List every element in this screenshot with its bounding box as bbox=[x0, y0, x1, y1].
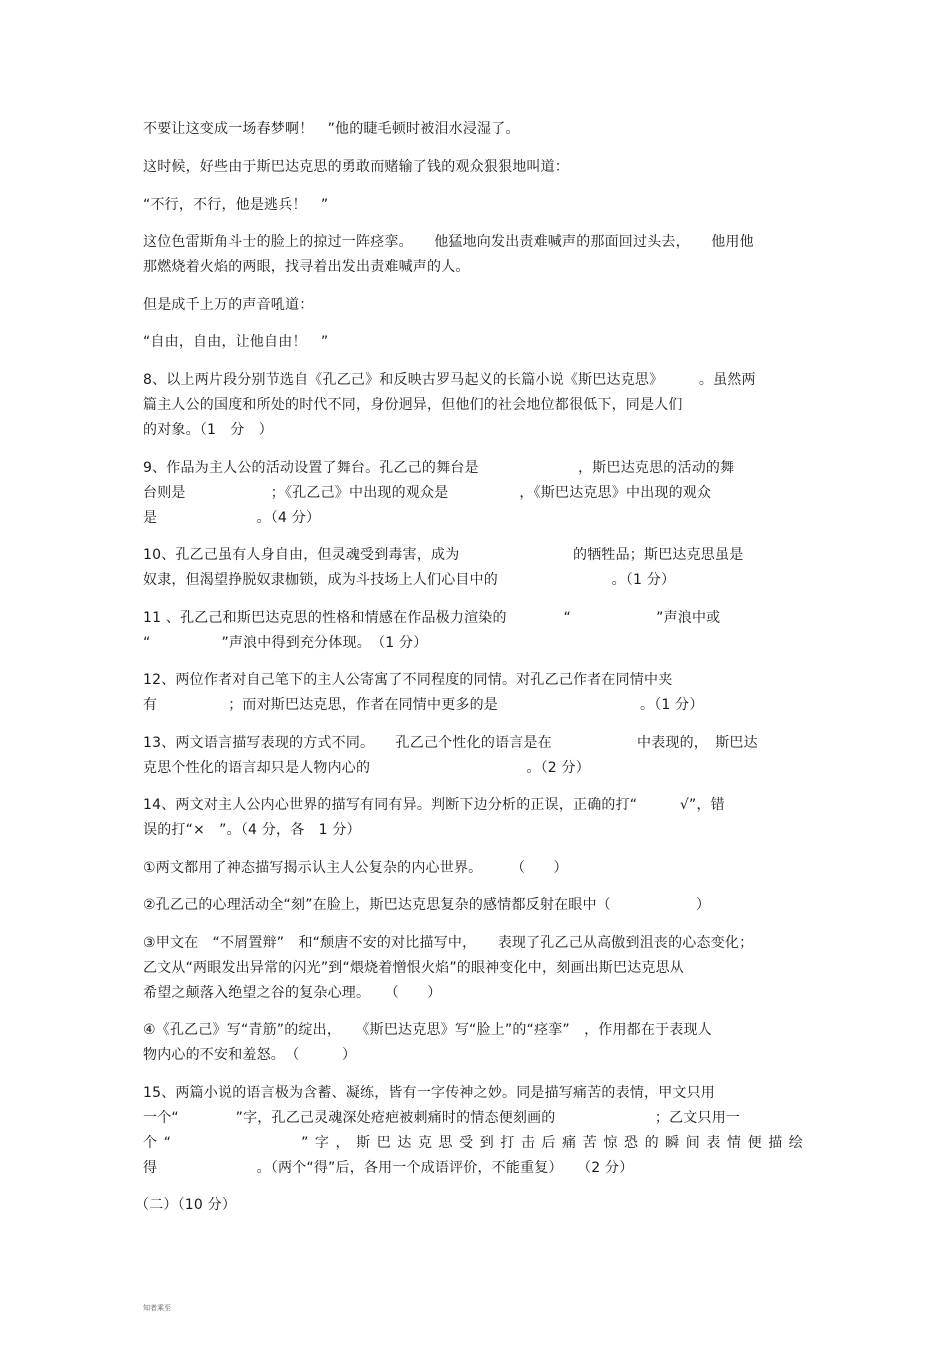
text-line: 误的打“× ”。（4 分，各 1 分） bbox=[143, 822, 361, 838]
text-line: 物内心的不安和羞怒。 （ ） bbox=[143, 1047, 357, 1063]
question-9: 9、作品为主人公的活动设置了舞台。孔乙己的舞台是 ，斯巴达克思的活动的舞 bbox=[143, 460, 735, 476]
text-line: 得 。（两个“得”后，各用一个成语评价，不能重复） （2 分） bbox=[143, 1160, 634, 1176]
text-line: 台则是 ；《孔乙己》中出现的观众是 ，《斯巴达克思》中出现的观众 bbox=[143, 485, 712, 501]
question-12: 12、两位作者对自己笔下的主人公寄寓了不同程度的同情。对孔乙己作者在同情中夹 bbox=[143, 672, 673, 688]
section-heading: （二）（10 分） bbox=[135, 1197, 237, 1213]
text-line: “自由，自由，让他自由！ ” bbox=[143, 334, 329, 350]
text-line: “不行，不行，他是逃兵！ ” bbox=[143, 197, 329, 213]
question-13: 13、两文语言描写表现的方式不同。 孔乙己个性化的语言是在 中表现的， 斯巴达 bbox=[143, 735, 758, 751]
text-line: 不要让这变成一场春梦啊！ ”他的睫毛顿时被泪水浸湿了。 bbox=[143, 121, 520, 137]
text-line: 乙文从“两眼发出异常的闪光”到“煨烧着憎恨火焰”的眼神变化中，刻画出斯巴达克思从 bbox=[143, 960, 685, 976]
question-11: 11 、孔乙己和斯巴达克思的性格和情感在作品极力渲染的 “ ”声浪中或 bbox=[143, 610, 721, 626]
statement-4: ④《孔乙己》写“青筋”的绽出， 《斯巴达克思》写“脸上”的“痉挛” ，作用都在于表现人 bbox=[143, 1022, 712, 1038]
text-line: 是 。（4 分） bbox=[143, 510, 321, 526]
text-line: 奴隶，但渴望挣脱奴隶枷锁，成为斗技场上人们心目中的 。（1 分） bbox=[143, 572, 676, 588]
text-line: 篇主人公的国度和所处的时代不同，身份迥异，但他们的社会地位都很低下，同是人们 bbox=[143, 397, 683, 413]
text-line: 希望之颠落入绝望之谷的复杂心理。 （ ） bbox=[143, 985, 442, 1001]
text-line: “ ”声浪中得到充分体现。 （1 分） bbox=[143, 635, 428, 651]
text-line: 但是成千上万的声音吼道： bbox=[143, 297, 314, 313]
text-line: 克思个性化的语言却只是人物内心的 。（2 分） bbox=[143, 760, 590, 776]
text-line: 这位色雷斯角斗士的脸上的掠过一阵痉挛。 他猛地向发出责难喊声的那面回过头去， 他用他 bbox=[143, 234, 754, 250]
question-15: 15、两篇小说的语言极为含蓄、凝练，皆有一字传神之妙。同是描写痛苦的表情，甲文只用 bbox=[143, 1085, 716, 1101]
question-8: 8、以上两片段分别节选自《孔乙己》和反映古罗马起义的长篇小说《斯巴达克思》 。虽然两 bbox=[143, 372, 756, 388]
question-10: 10、孔乙己虽有人身自由，但灵魂受到毒害，成为 的牺牲品；斯巴达克思虽是 bbox=[143, 547, 744, 563]
statement-2: ②孔乙己的心理活动全“刻”在脸上，斯巴达克思复杂的感情都反射在眼中（ ） bbox=[143, 897, 711, 913]
text-line: 的对象。（1 分 ） bbox=[143, 422, 273, 438]
statement-3: ③甲文在 “不屑置辩” 和“颓唐不安的对比描写中， 表现了孔乙己从高傲到沮丧的心态变化； bbox=[143, 935, 754, 951]
page-footer: 知者乘至 bbox=[143, 1304, 171, 1312]
text-line: 那燃烧着火焰的两眼，找寻着出发出责难喊声的人。 bbox=[143, 259, 470, 275]
text-line: 有 ；而对斯巴达克思，作者在同情中更多的是 。（1 分） bbox=[143, 697, 704, 713]
text-line: 个“ ”字，斯巴达克思受到打击后痛苦惊恐的瞬间表情便描绘 bbox=[143, 1135, 803, 1151]
question-14: 14、两文对主人公内心世界的描写有同有异。判断下边分析的正误，正确的打“ √”，错 bbox=[143, 797, 725, 813]
statement-1: ①两文都用了神态描写揭示认主人公复杂的内心世界。 （ ） bbox=[143, 860, 568, 876]
text-line: 这时候，好些由于斯巴达克思的勇敢而赌输了钱的观众狠狠地叫道： bbox=[143, 159, 569, 175]
text-line: 一个“ ”字，孔乙己灵魂深处疮疤被刺痛时的情态便刻画的 ；乙文只用一 bbox=[143, 1110, 741, 1126]
